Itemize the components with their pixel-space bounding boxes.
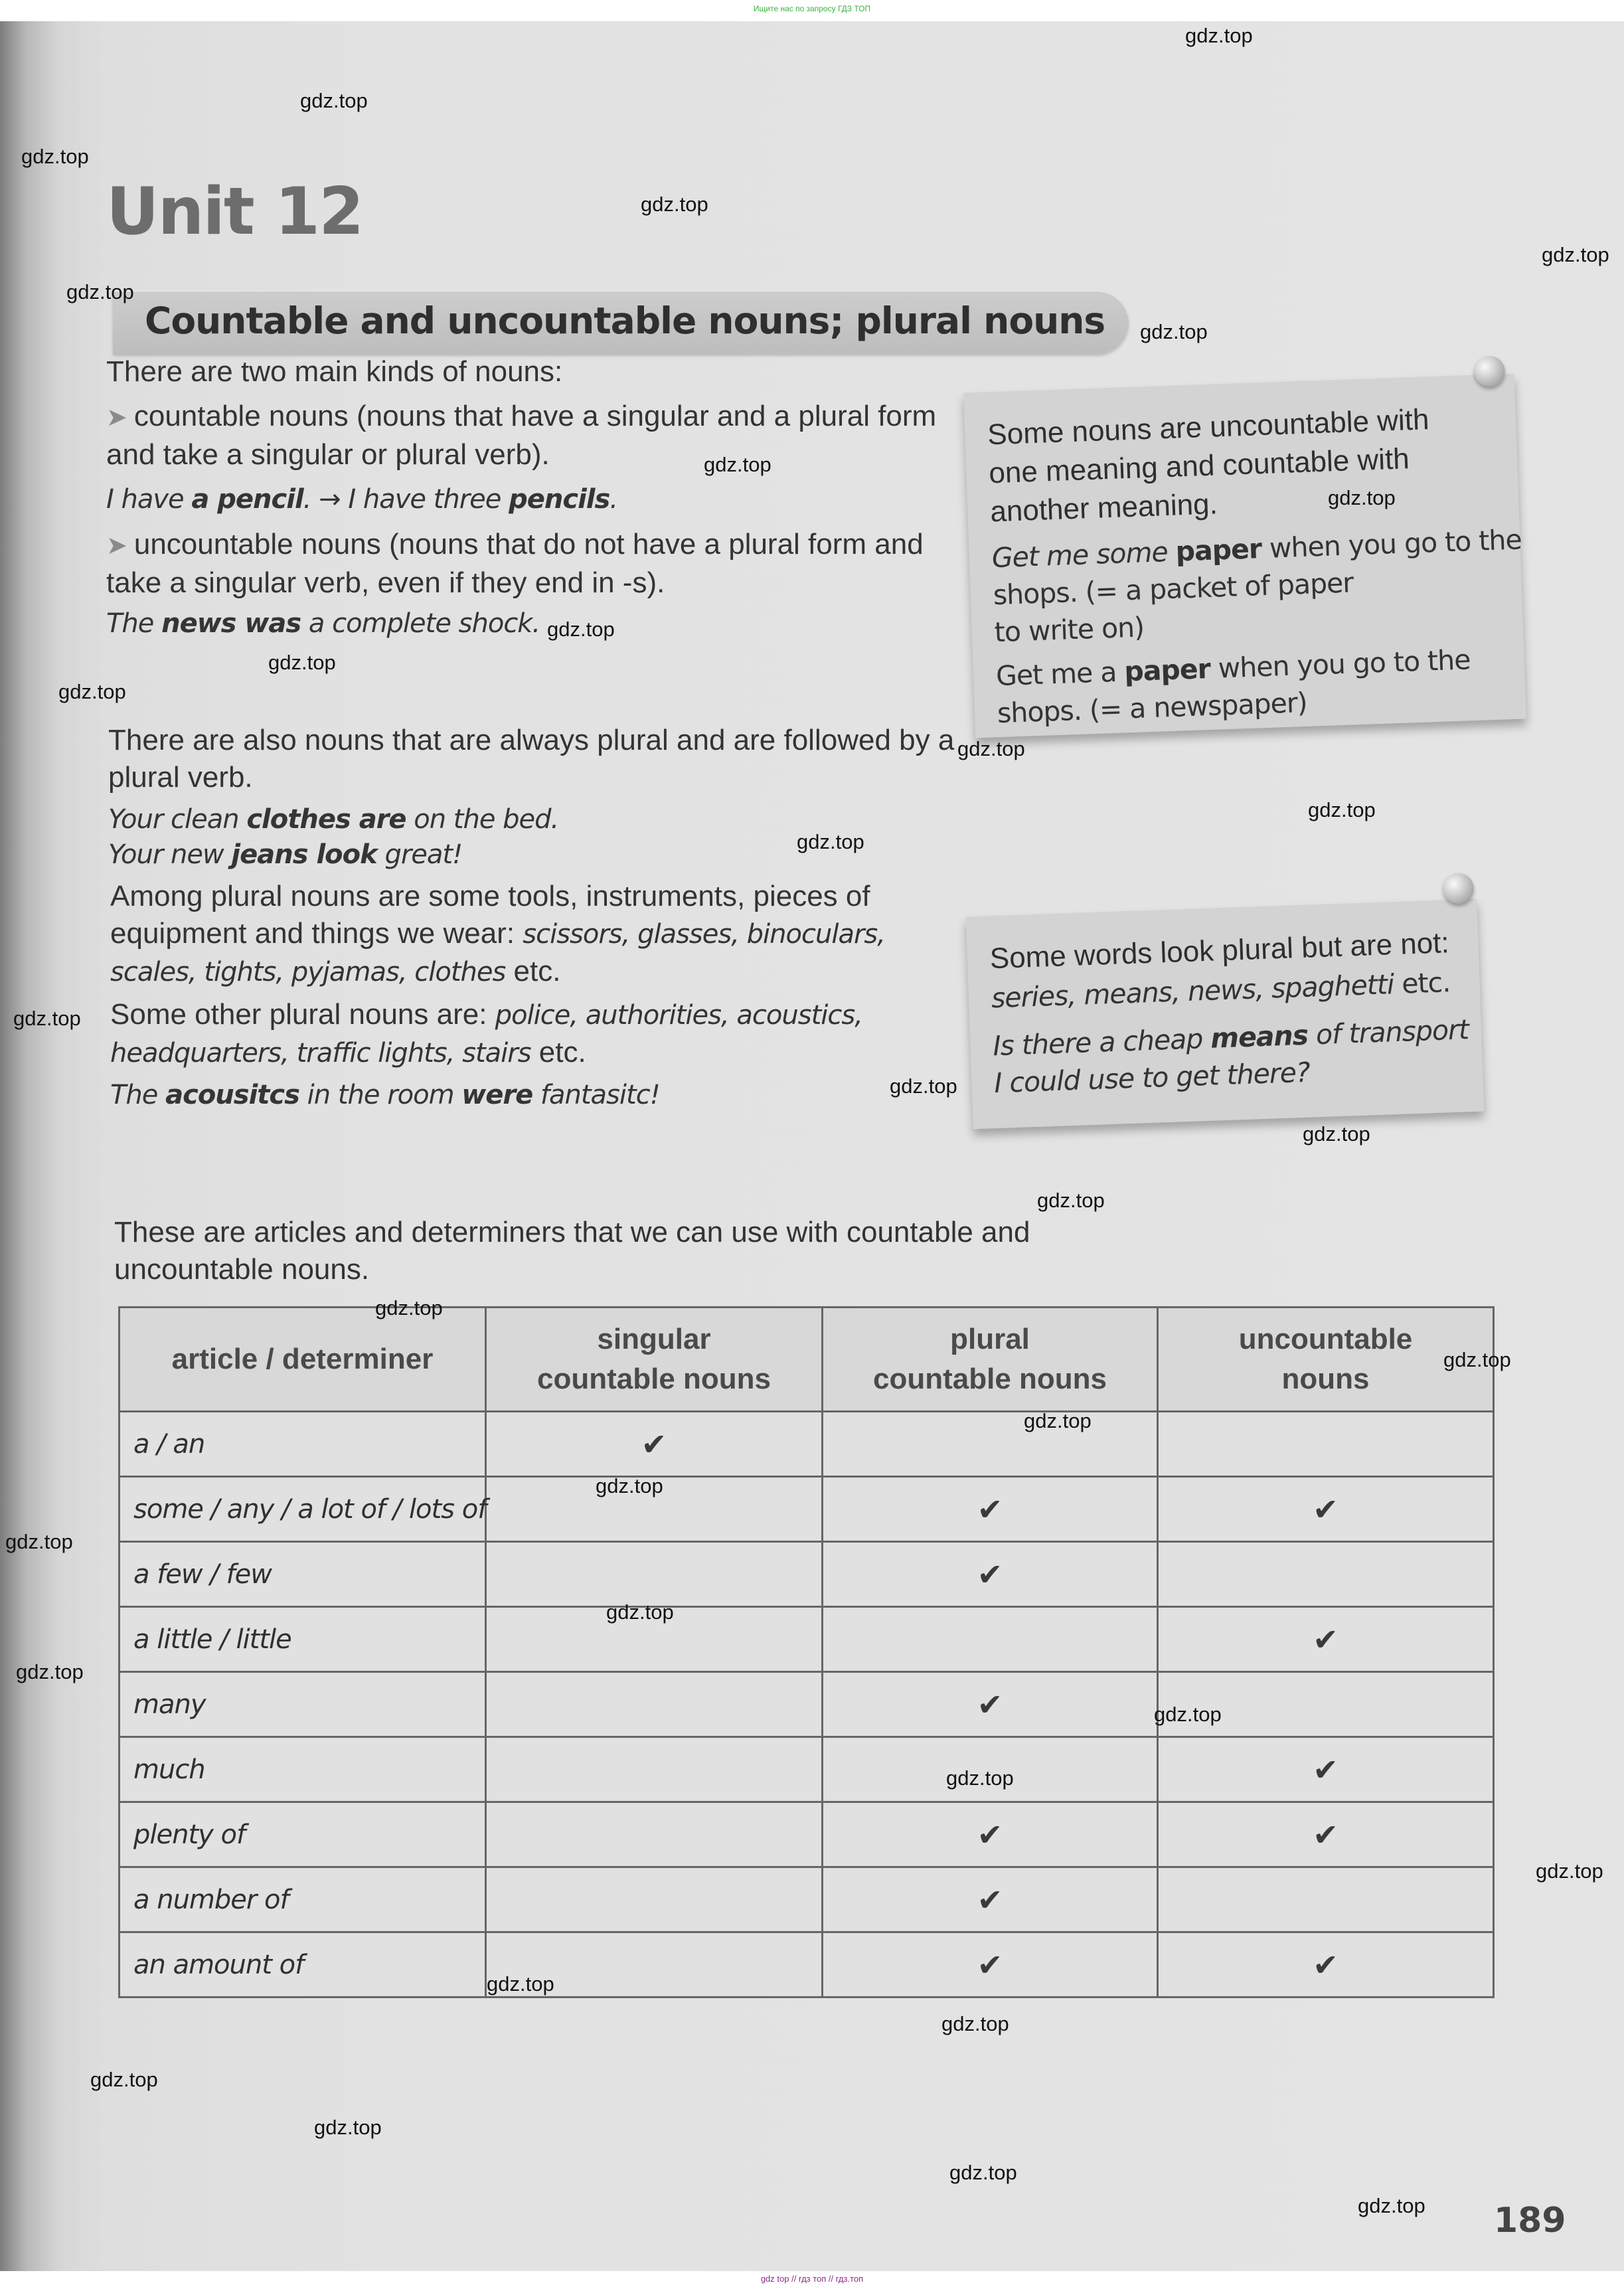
table-header-cell [120,1308,486,1412]
table-header-cell [823,1308,1158,1412]
ex-bold: acousitcs [165,1080,299,1110]
countable-description [106,398,969,473]
tools-paragraph [110,878,960,991]
watermark: gdz.top [13,1007,81,1030]
checkmark-icon: ✔ [977,1557,1003,1592]
ex-bold: means [1210,1019,1309,1055]
ex-bold: paper [1175,533,1262,568]
watermark: gdz.top [16,1660,84,1683]
ex-part: on the bed. [406,804,559,835]
note-text: Some nouns are uncountable with [987,403,1430,452]
watermark: gdz.top [1303,1122,1370,1146]
watermark: gdz.top [641,193,708,216]
arrow-bullet-icon: ➤ [106,532,127,560]
checkmark-icon: ✔ [1313,1752,1339,1787]
table-row [120,1737,1494,1802]
checkmark-icon: ✔ [977,1491,1003,1527]
note-example-1-line3: to write on) [993,611,1145,649]
watermark: gdz.top [606,1600,674,1624]
plural-example-1 [108,802,558,837]
watermark: gdz.top [1536,1859,1603,1883]
check-cell-uncountable [1158,1932,1494,1997]
determiners-table [118,1306,1495,1998]
tools-list: scissors, glasses, binoculars, [523,919,885,950]
note-text: Some words look plural but are not: [989,926,1450,976]
watermark: gdz.top [949,2161,1017,2184]
ex-bold: news was [161,608,301,639]
note-example-2-line2: shops. (= a newspaper) [997,686,1308,730]
determiner-label: some / any / a lot of / lots of [120,1477,486,1542]
table-row [120,1477,1494,1542]
watermark: gdz.top [1154,1703,1222,1726]
watermark: gdz.top [941,2012,1009,2035]
determiner-label: an amount of [120,1932,486,1997]
ex-part: The [106,608,162,639]
page-number: 189 [1494,2201,1566,2241]
determiner-label: a little / little [120,1607,486,1672]
note-text: one meaning and countable with [988,442,1410,490]
ex-part: great! [376,839,463,870]
table-row [120,1542,1494,1607]
watermark: gdz.top [1308,798,1376,821]
watermark: gdz.top [5,1530,73,1553]
watermark: gdz.top [957,737,1025,760]
table-row [120,1867,1494,1932]
check-cell-singular [486,1542,823,1607]
table-header-row [120,1308,1494,1412]
check-cell-singular [486,1737,823,1802]
watermark: gdz.top [1358,2194,1425,2217]
ex-part: . → I have three [303,484,509,515]
checkmark-icon: ✔ [641,1426,667,1462]
determiner-label: much [120,1737,486,1802]
pushpin-icon [1443,873,1475,904]
countable-example [106,481,617,517]
other-list: headquarters, traffic lights, stairs [110,1038,531,1068]
check-cell-plural [823,1932,1158,1997]
uncountable-example [106,606,540,641]
note-card-look-plural [966,899,1485,1130]
other-intro: Some other plural nouns are: [110,998,495,1031]
determiner-label: plenty of [120,1802,486,1867]
check-cell-uncountable [1158,1607,1494,1672]
check-cell-singular [486,1412,823,1477]
check-cell-plural [823,1412,1158,1477]
watermark: gdz.top [1037,1189,1105,1212]
ex-part: Get me some [991,535,1177,574]
watermark: gdz.top [90,2068,158,2091]
table-row [120,1672,1494,1737]
header-line: countable nouns [873,1363,1107,1395]
check-cell-uncountable [1158,1477,1494,1542]
checkmark-icon: ✔ [1313,1947,1339,1982]
other-plural-paragraph [110,996,973,1072]
check-cell-singular [486,1867,823,1932]
section-title-bar [113,290,1129,354]
check-cell-uncountable [1158,1802,1494,1867]
determiner-label: a / an [120,1412,486,1477]
countable-desc-text: countable nouns (nouns that have a singular and a plural form and take a singular or plural verb). [106,400,937,471]
uncountable-description [106,526,969,602]
checkmark-icon: ✔ [977,1882,1003,1917]
watermark: gdz.top [268,651,336,674]
header-note: Ищите нас по запросу ГДЗ ТОП [753,4,871,13]
header-line: article / determiner [171,1343,434,1375]
determiner-label: a few / few [120,1542,486,1607]
ex-bold: pencils [509,484,610,515]
watermark: gdz.top [946,1766,1014,1790]
ex-part: Your clean [108,804,247,835]
watermark: gdz.top [1140,320,1208,343]
checkmark-icon: ✔ [977,1687,1003,1722]
ex-bold: were [461,1080,533,1110]
ex-part: The [110,1080,166,1110]
watermark: gdz.top [547,618,615,641]
tools-etc: etc. [505,955,561,987]
watermark: gdz.top [704,453,771,476]
check-cell-plural [823,1607,1158,1672]
note-text: another meaning. [989,487,1218,529]
textbook-page [0,21,1624,2271]
tools-list: scales, tights, pyjamas, clothes [110,957,506,987]
uncountable-desc-text: uncountable nouns (nouns that do not have a plural form and take a singular verb, even if they end in -s). [106,528,924,599]
checkmark-icon: ✔ [1313,1817,1339,1852]
pushpin-icon [1474,355,1506,387]
note-example-1-line2: shops. (= a packet of paper [992,566,1354,612]
check-cell-plural [823,1802,1158,1867]
check-cell-uncountable [1158,1737,1494,1802]
watermark: gdz.top [66,280,134,303]
table-header-cell [486,1308,823,1412]
table-body [120,1412,1494,1997]
header-line: plural [950,1323,1030,1355]
unit-title: Unit 12 [106,174,363,250]
ex-bold: a pencil [191,484,303,515]
check-cell-plural [823,1867,1158,1932]
watermark: gdz.top [890,1074,957,1098]
checkmark-icon: ✔ [977,1817,1003,1852]
ex-part: when you go to the [1209,643,1471,685]
checkmark-icon: ✔ [1313,1491,1339,1527]
watermark: gdz.top [487,1972,554,1996]
table-row [120,1412,1494,1477]
header-line: singular [597,1323,711,1355]
determiner-label: a number of [120,1867,486,1932]
intro-text: There are two main kinds of nouns: [106,355,563,388]
watermark: gdz.top [1443,1348,1511,1371]
tools-intro: Among plural nouns are some tools, instruments, pieces of equipment and things we wear: [110,880,870,950]
check-cell-singular [486,1802,823,1867]
table-row [120,1932,1494,1997]
ex-part: Your new [108,839,232,870]
check-cell-uncountable [1158,1867,1494,1932]
plural-example-2 [108,837,462,873]
check-cell-plural [823,1542,1158,1607]
acoustics-example [110,1077,660,1113]
ex-part: when you go to the [1261,523,1522,565]
header-line: countable nouns [537,1363,771,1395]
check-cell-plural [823,1477,1158,1542]
watermark: gdz.top [1185,24,1253,47]
watermark: gdz.top [300,89,368,112]
watermark: gdz.top [1328,486,1396,509]
note-etc: etc. [1393,966,1451,1001]
check-cell-plural [823,1672,1158,1737]
ex-part: I have [106,484,192,515]
ex-part: of transport [1307,1013,1469,1051]
other-etc: etc. [530,1036,586,1068]
header-line: nouns [1281,1363,1370,1395]
ex-bold: clothes are [246,804,406,835]
note-list: series, means, news, spaghetti [991,968,1395,1015]
ex-part: in the room [299,1080,462,1110]
watermark: gdz.top [21,145,89,168]
watermark: gdz.top [1024,1409,1092,1432]
note-card-meanings [963,374,1526,738]
other-list: police, authorities, acoustics, [495,1000,862,1031]
watermark: gdz.top [58,680,126,703]
footer-note: gdz top // гдз топ // гдз.топ [760,2274,864,2284]
ex-bold: paper [1123,652,1211,688]
watermark: gdz.top [1542,243,1609,266]
ex-part: Get me a [995,655,1125,693]
table-row [120,1607,1494,1672]
arrow-bullet-icon: ➤ [106,404,127,432]
watermark: gdz.top [314,2116,382,2139]
watermark: gdz.top [375,1296,443,1319]
ex-part: . [609,484,618,515]
check-cell-uncountable [1158,1412,1494,1477]
check-cell-uncountable [1158,1542,1494,1607]
ex-part: a complete shock. [301,608,540,639]
checkmark-icon: ✔ [1313,1622,1339,1657]
table-row [120,1802,1494,1867]
check-cell-singular [486,1672,823,1737]
watermark: gdz.top [596,1474,663,1497]
ex-part: fantasitc! [532,1080,660,1110]
section-title: Countable and uncountable nouns; plural nouns [145,299,1105,342]
table-intro: These are articles and determiners that we can use with countable and uncountable nouns. [114,1216,1030,1286]
plural-intro: There are also nouns that are always plural and are followed by a plural verb. [108,724,955,794]
ex-part: Is there a cheap [992,1022,1212,1062]
note-example-line2: I could use to get there? [993,1056,1311,1100]
determiner-label: many [120,1672,486,1737]
ex-bold: jeans look [231,839,377,870]
watermark: gdz.top [797,830,864,853]
checkmark-icon: ✔ [977,1947,1003,1982]
header-line: uncountable [1238,1323,1413,1355]
